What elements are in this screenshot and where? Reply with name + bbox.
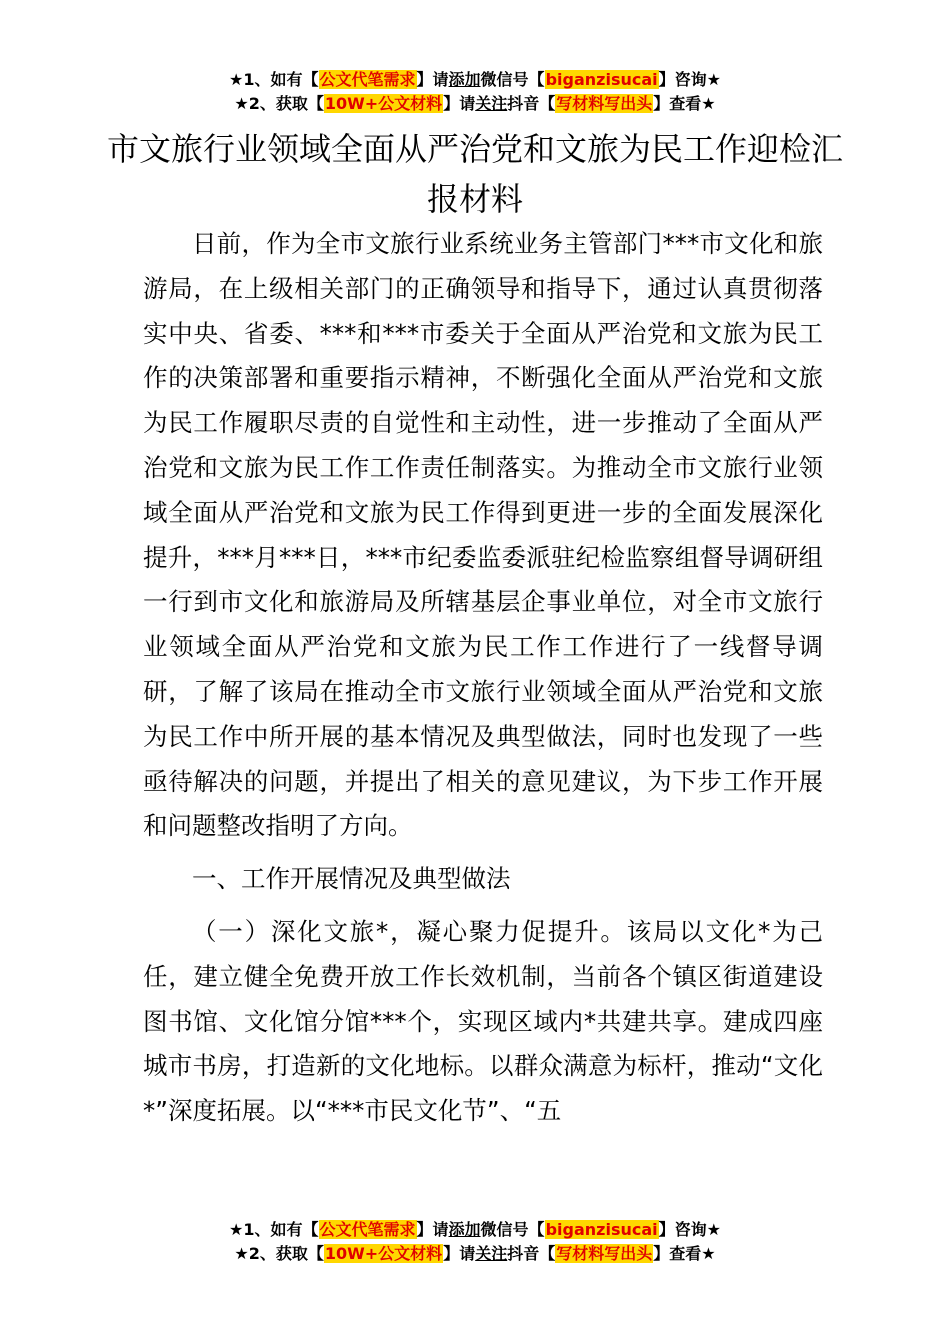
section-heading: 一、工作开展情况及典型做法 — [192, 864, 511, 894]
banner-text: ★1、如有【 — [229, 1220, 319, 1239]
banner-text: 抖音【 — [507, 1244, 556, 1263]
banner-text: 】请 — [416, 1220, 449, 1239]
subsection-paragraph: （一）深化文旅*，凝心聚力促提升。该局以文化*为己任，建立健全免费开放工作长效机制，当前各个镇区街道建设图书馆、文化馆分馆***个，实现区域内*共建共享。建成四座城市书房，打造新的文化地标。以群众满意为标杆，推动“文化*”深度拓展。以“***市民文化节”、“五 — [143, 916, 823, 1126]
banner-highlight-douyin-id: 写材料写出头 — [556, 94, 653, 113]
footer-banner — [0, 1218, 950, 1266]
banner-text: 抖音【 — [507, 94, 556, 113]
document-title: 市文旅行业领域全面从严治党和文旅为民工作迎检汇报材料 — [106, 130, 843, 218]
banner-text: ★2、获取【 — [234, 94, 324, 113]
banner-text: 】请 — [443, 1244, 476, 1263]
banner-line-1 — [0, 68, 950, 92]
banner-text: 】查看★ — [653, 94, 716, 113]
banner-emphasis: 添加 — [448, 1220, 481, 1239]
banner-highlight-douyin-id: 写材料写出头 — [556, 1244, 653, 1263]
banner-highlight-materials: 10W+公文材料 — [324, 1244, 443, 1263]
banner-emphasis: 关注 — [475, 1244, 508, 1263]
banner-highlight-wechat-id: biganzisucai — [545, 70, 658, 89]
intro-paragraph: 日前，作为全市文旅行业系统业务主管部门***市文化和旅游局，在上级相关部门的正确领导和指导下，通过认真贯彻落实中央、省委、***和***市委关于全面从严治党和文旅为民工作的决策部署和重要指示精神，不断强化全面从严治党和文旅为民工作履职尽责的自觉性和主动性，进一步推动了全面从严治党和文旅为民工作工作责任制落实。为推动全市文旅行业领域全面从严治党和文旅为民工作得到更进一步的全面发展深化提升，***月***日，***市纪委监委派驻纪检监察组督导调研组一行到市文化和旅游局及所辖基层企事业单位，对全市文旅行业领域全面从严治党和文旅为民工作工作进行了一线督导调研，了解了该局在推动全市文旅行业领域全面从严治党和文旅为民工作中所开展的基本情况及典型做法，同时也发现了一些亟待解决的问题，并提出了相关的意见建议，为下步工作开展和问题整改指明了方向。 — [143, 229, 823, 841]
banner-highlight-materials: 10W+公文材料 — [324, 94, 443, 113]
banner-text: 】请 — [443, 94, 476, 113]
banner-highlight-service: 公文代笔需求 — [319, 1220, 416, 1239]
banner-text: 】咨询★ — [658, 70, 721, 89]
banner-text: 微信号【 — [480, 70, 545, 89]
banner-text: 微信号【 — [480, 1220, 545, 1239]
document-body — [143, 222, 823, 1134]
banner-line-2 — [0, 92, 950, 116]
banner-line-1 — [0, 1218, 950, 1242]
banner-text: 】咨询★ — [658, 1220, 721, 1239]
banner-text: 】请 — [416, 70, 449, 89]
banner-text: ★2、获取【 — [234, 1244, 324, 1263]
banner-line-2 — [0, 1242, 950, 1266]
banner-emphasis: 关注 — [475, 94, 508, 113]
banner-text: 】查看★ — [653, 1244, 716, 1263]
banner-emphasis: 添加 — [448, 70, 481, 89]
banner-text: ★1、如有【 — [229, 70, 319, 89]
banner-highlight-wechat-id: biganzisucai — [545, 1220, 658, 1239]
banner-highlight-service: 公文代笔需求 — [319, 70, 416, 89]
header-banner — [0, 68, 950, 116]
